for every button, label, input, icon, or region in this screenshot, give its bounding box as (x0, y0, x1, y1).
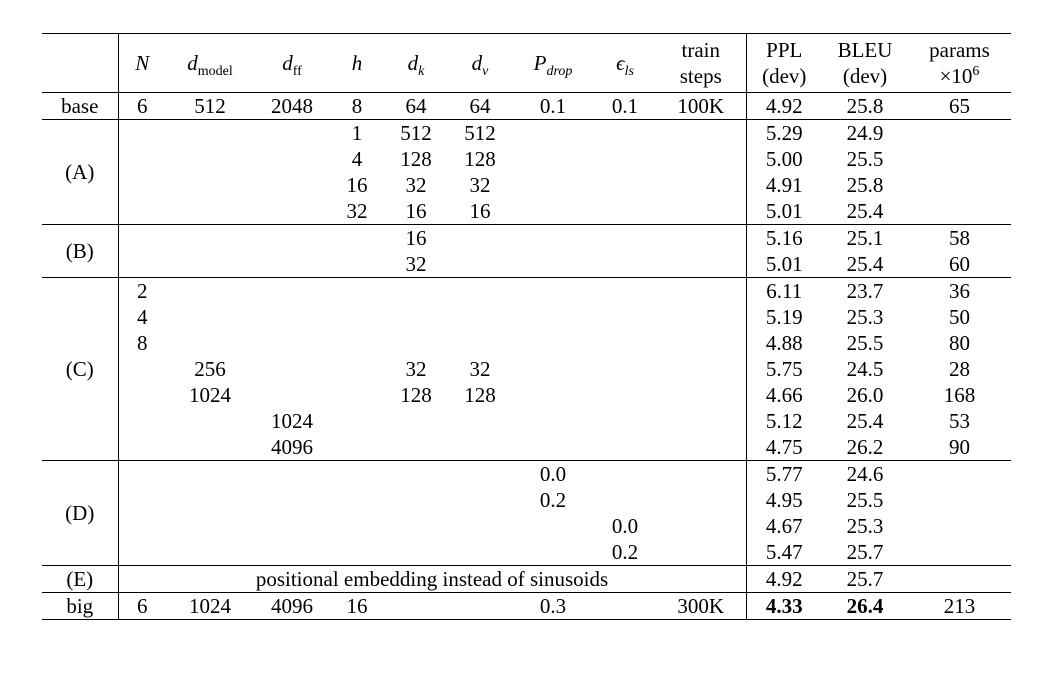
header-params: params $\times 10^6$ (908, 34, 1011, 93)
cell-n (118, 539, 166, 566)
row-label: (B) (42, 225, 118, 278)
header-dk: $d_k$ (384, 34, 448, 93)
cell-dff (254, 513, 330, 539)
cell-dff (254, 225, 330, 252)
cell-params (908, 146, 1011, 172)
cell-dmodel: 1024 (166, 593, 254, 620)
cell-bleu: 25.7 (822, 566, 908, 593)
cell-n: 6 (118, 93, 166, 120)
cell-dmodel (166, 487, 254, 513)
cell-dmodel (166, 278, 254, 305)
cell-params (908, 487, 1011, 513)
table-row-c (42, 356, 1011, 382)
cell-ppl: 5.75 (765, 357, 803, 381)
cell-dff: 2048 (254, 93, 330, 120)
cell-h (330, 461, 384, 488)
cell-steps (656, 251, 746, 278)
cell-dk: 128 (400, 383, 432, 407)
cell-bleu: 24.5 (846, 357, 884, 381)
cell-dv: 32 (469, 357, 491, 381)
cell-n (118, 198, 166, 225)
cell-steps (656, 513, 746, 539)
cell-ppl: 5.01 (765, 252, 803, 276)
cell-els: 0.0 (611, 514, 639, 538)
cell-h (330, 251, 384, 278)
cell-dv (448, 304, 512, 330)
row-label: big (42, 593, 118, 620)
cell-bleu: 25.1 (822, 225, 908, 252)
cell-description: positional embedding instead of sinusoids (118, 566, 746, 593)
cell-dmodel (166, 434, 254, 461)
cell-n (118, 382, 166, 408)
cell-h: 32 (346, 199, 368, 223)
cell-ppl: 5.01 (765, 199, 803, 223)
cell-dv (448, 251, 512, 278)
header-dmodel: $d_{model}$ (166, 34, 254, 93)
results-table (42, 33, 1011, 620)
cell-h: 4 (351, 147, 363, 171)
cell-els (594, 382, 656, 408)
cell-steps (656, 330, 746, 356)
cell-h (330, 408, 384, 434)
cell-ppl: 4.33 (746, 593, 822, 620)
cell-pdrop (512, 539, 594, 566)
cell-dff (254, 356, 330, 382)
cell-steps (656, 356, 746, 382)
cell-dmodel (166, 251, 254, 278)
cell-h: 16 (330, 593, 384, 620)
cell-bleu: 25.5 (846, 488, 884, 512)
cell-params: 65 (908, 93, 1011, 120)
header-row (42, 34, 1011, 93)
cell-dv: 64 (448, 93, 512, 120)
cell-dmodel (166, 225, 254, 252)
cell-ppl: 5.29 (746, 120, 822, 147)
cell-bleu: 25.3 (846, 305, 884, 329)
cell-h (330, 487, 384, 513)
cell-params (908, 513, 1011, 539)
cell-dv (448, 278, 512, 305)
cell-els (594, 304, 656, 330)
cell-dk: 64 (384, 93, 448, 120)
cell-pdrop (512, 251, 594, 278)
cell-ppl: 4.91 (765, 173, 803, 197)
cell-n (118, 120, 166, 147)
cell-els (594, 330, 656, 356)
table-row-c (42, 382, 1011, 408)
cell-ppl: 5.16 (746, 225, 822, 252)
cell-params (908, 539, 1011, 566)
cell-ppl: 4.66 (765, 383, 803, 407)
cell-els (594, 251, 656, 278)
cell-dv (448, 225, 512, 252)
cell-n (118, 513, 166, 539)
cell-dmodel (166, 539, 254, 566)
cell-ppl: 5.19 (765, 305, 803, 329)
cell-els (594, 120, 656, 147)
cell-steps: 300K (656, 593, 746, 620)
cell-dk (384, 593, 448, 620)
cell-bleu: 24.6 (822, 461, 908, 488)
cell-dv (448, 330, 512, 356)
cell-bleu: 26.0 (846, 383, 884, 407)
cell-n: 8 (137, 331, 148, 355)
cell-pdrop (512, 278, 594, 305)
cell-dff (254, 330, 330, 356)
cell-dmodel: 256 (194, 357, 226, 381)
cell-params: 58 (908, 225, 1011, 252)
cell-steps (656, 382, 746, 408)
cell-steps (656, 120, 746, 147)
cell-ppl: 4.92 (746, 566, 822, 593)
cell-h (330, 539, 384, 566)
cell-n: 2 (118, 278, 166, 305)
cell-dmodel (166, 330, 254, 356)
cell-dk: 512 (384, 120, 448, 147)
cell-els (594, 487, 656, 513)
cell-h (330, 513, 384, 539)
cell-bleu: 26.2 (846, 435, 884, 459)
cell-n (118, 251, 166, 278)
cell-dff (254, 487, 330, 513)
cell-steps (656, 172, 746, 198)
cell-dk: 32 (405, 173, 427, 197)
row-label: (C) (42, 278, 118, 461)
cell-els (594, 278, 656, 305)
cell-params: 60 (949, 252, 970, 276)
cell-pdrop (512, 330, 594, 356)
row-label: (A) (42, 120, 118, 225)
cell-params (908, 172, 1011, 198)
header-bleu: BLEU (dev) (822, 34, 908, 93)
cell-pdrop (512, 356, 594, 382)
cell-params: 168 (943, 383, 976, 407)
header-els: $\epsilon_{ls}$ (594, 34, 656, 93)
cell-params: 36 (908, 278, 1011, 305)
cell-els (594, 461, 656, 488)
cell-h (330, 434, 384, 461)
header-empty (42, 34, 118, 93)
cell-dv (448, 539, 512, 566)
cell-params: 50 (949, 305, 970, 329)
cell-h: 1 (330, 120, 384, 147)
table-row-d (42, 487, 1011, 513)
cell-ppl: 5.12 (765, 409, 803, 433)
cell-ppl: 4.92 (746, 93, 822, 120)
table-row-b (42, 251, 1011, 278)
cell-els (594, 356, 656, 382)
cell-dff (254, 120, 330, 147)
cell-bleu: 26.4 (822, 593, 908, 620)
table-row-base (42, 93, 1011, 120)
cell-dff (254, 382, 330, 408)
cell-pdrop: 0.1 (512, 93, 594, 120)
cell-params: 53 (949, 409, 970, 433)
cell-dk: 32 (405, 357, 427, 381)
cell-els (594, 146, 656, 172)
cell-dmodel (166, 513, 254, 539)
cell-dk (384, 539, 448, 566)
cell-dv (448, 408, 512, 434)
cell-dv: 16 (469, 199, 491, 223)
cell-h (330, 304, 384, 330)
cell-dff (254, 172, 330, 198)
cell-params (908, 198, 1011, 225)
table-row-a (42, 198, 1011, 225)
cell-h: 8 (330, 93, 384, 120)
cell-ppl: 4.95 (765, 488, 803, 512)
cell-dk: 32 (405, 252, 427, 276)
cell-ppl: 4.75 (765, 435, 803, 459)
cell-params: 80 (949, 331, 970, 355)
cell-bleu: 25.8 (822, 93, 908, 120)
cell-pdrop (512, 434, 594, 461)
cell-steps (656, 461, 746, 488)
cell-dmodel (166, 120, 254, 147)
cell-pdrop: 0.0 (512, 461, 594, 488)
cell-dv (448, 593, 512, 620)
cell-h: 16 (346, 173, 368, 197)
cell-bleu: 25.3 (846, 514, 884, 538)
cell-bleu: 25.8 (846, 173, 884, 197)
row-label: (D) (42, 461, 118, 566)
cell-ppl: 5.47 (765, 540, 803, 564)
header-train-steps: train steps (656, 34, 746, 93)
cell-dmodel (166, 146, 254, 172)
table-row-big (42, 593, 1011, 620)
cell-dk (384, 408, 448, 434)
cell-steps (656, 487, 746, 513)
cell-steps (656, 225, 746, 252)
cell-n (118, 487, 166, 513)
cell-dv: 512 (448, 120, 512, 147)
cell-h (330, 330, 384, 356)
cell-h (330, 278, 384, 305)
cell-n (118, 461, 166, 488)
table-row-d (42, 461, 1011, 488)
cell-els (594, 408, 656, 434)
cell-h (330, 225, 384, 252)
cell-pdrop (512, 225, 594, 252)
cell-dff (254, 304, 330, 330)
cell-dff (254, 251, 330, 278)
cell-dv (448, 461, 512, 488)
cell-steps (656, 198, 746, 225)
cell-n (118, 408, 166, 434)
cell-dk: 16 (405, 199, 427, 223)
cell-dv: 32 (469, 173, 491, 197)
cell-dmodel (166, 304, 254, 330)
row-label: (E) (42, 566, 118, 593)
cell-dk (384, 487, 448, 513)
cell-dmodel (166, 408, 254, 434)
table-row-c (42, 434, 1011, 461)
table-row-c (42, 304, 1011, 330)
header-n: N (118, 34, 166, 93)
cell-pdrop (512, 146, 594, 172)
cell-steps: 100K (656, 93, 746, 120)
cell-h (330, 382, 384, 408)
cell-dk (384, 461, 448, 488)
cell-dv: 128 (464, 383, 496, 407)
header-h: h (330, 34, 384, 93)
cell-dff: 4096 (254, 593, 330, 620)
cell-pdrop (512, 120, 594, 147)
cell-n: 6 (118, 593, 166, 620)
cell-steps (656, 146, 746, 172)
cell-dmodel (166, 198, 254, 225)
table-row-e (42, 566, 1011, 593)
cell-dk: 128 (400, 147, 432, 171)
cell-dk (384, 278, 448, 305)
cell-dv (448, 434, 512, 461)
cell-params (908, 566, 1011, 593)
cell-pdrop (512, 304, 594, 330)
cell-dff (254, 539, 330, 566)
cell-steps (656, 304, 746, 330)
cell-bleu: 25.4 (846, 252, 884, 276)
cell-els (594, 434, 656, 461)
table-row-d (42, 539, 1011, 566)
cell-ppl: 6.11 (746, 278, 822, 305)
cell-params: 90 (949, 435, 970, 459)
cell-steps (656, 408, 746, 434)
cell-els: 0.1 (594, 93, 656, 120)
cell-dff (254, 198, 330, 225)
cell-steps (656, 539, 746, 566)
table-row-b (42, 225, 1011, 252)
cell-bleu: 25.5 (846, 331, 884, 355)
cell-n (118, 146, 166, 172)
cell-dv (448, 513, 512, 539)
cell-bleu: 25.7 (846, 540, 884, 564)
cell-params (908, 120, 1011, 147)
table-row-a (42, 172, 1011, 198)
cell-dk: 16 (384, 225, 448, 252)
table-row-c (42, 278, 1011, 305)
cell-pdrop (512, 198, 594, 225)
cell-n (118, 356, 166, 382)
table-row-d (42, 513, 1011, 539)
cell-ppl: 4.67 (765, 514, 803, 538)
cell-dk (384, 434, 448, 461)
cell-params (908, 461, 1011, 488)
cell-n (118, 225, 166, 252)
cell-pdrop (512, 172, 594, 198)
cell-ppl: 5.00 (765, 147, 803, 171)
cell-steps (656, 434, 746, 461)
cell-dk (384, 304, 448, 330)
cell-els: 0.2 (611, 540, 639, 564)
cell-dff (254, 146, 330, 172)
cell-dff: 1024 (271, 409, 313, 433)
cell-steps (656, 278, 746, 305)
cell-pdrop: 0.2 (539, 488, 567, 512)
cell-n (118, 172, 166, 198)
header-pdrop: $P_{drop}$ (512, 34, 594, 93)
cell-els (594, 198, 656, 225)
table-row-a (42, 120, 1011, 147)
cell-dmodel: 512 (166, 93, 254, 120)
cell-params: 213 (908, 593, 1011, 620)
cell-pdrop: 0.3 (512, 593, 594, 620)
cell-bleu: 25.5 (846, 147, 884, 171)
cell-bleu: 23.7 (822, 278, 908, 305)
cell-dff: 4096 (271, 435, 313, 459)
cell-pdrop (512, 382, 594, 408)
cell-dv (448, 487, 512, 513)
cell-ppl: 5.77 (746, 461, 822, 488)
cell-dff (254, 278, 330, 305)
cell-dv: 128 (464, 147, 496, 171)
table-row-c (42, 408, 1011, 434)
cell-dff (254, 461, 330, 488)
cell-bleu: 24.9 (822, 120, 908, 147)
table-row-c (42, 330, 1011, 356)
cell-dk (384, 330, 448, 356)
cell-els (594, 172, 656, 198)
table-row-a (42, 146, 1011, 172)
cell-dk (384, 513, 448, 539)
cell-params: 28 (949, 357, 970, 381)
cell-pdrop (512, 408, 594, 434)
table-body (42, 93, 1011, 620)
cell-n (118, 434, 166, 461)
cell-h (330, 356, 384, 382)
cell-dmodel: 1024 (189, 383, 231, 407)
cell-els (594, 593, 656, 620)
row-label: base (42, 93, 118, 120)
header-ppl: PPL (dev) (746, 34, 822, 93)
cell-ppl: 4.88 (765, 331, 803, 355)
header-dv: $d_v$ (448, 34, 512, 93)
cell-dmodel (166, 461, 254, 488)
cell-pdrop (512, 513, 594, 539)
cell-n: 4 (137, 305, 148, 329)
cell-bleu: 25.4 (846, 199, 884, 223)
cell-els (594, 225, 656, 252)
cell-dmodel (166, 172, 254, 198)
header-dff: $d_{ff}$ (254, 34, 330, 93)
cell-bleu: 25.4 (846, 409, 884, 433)
